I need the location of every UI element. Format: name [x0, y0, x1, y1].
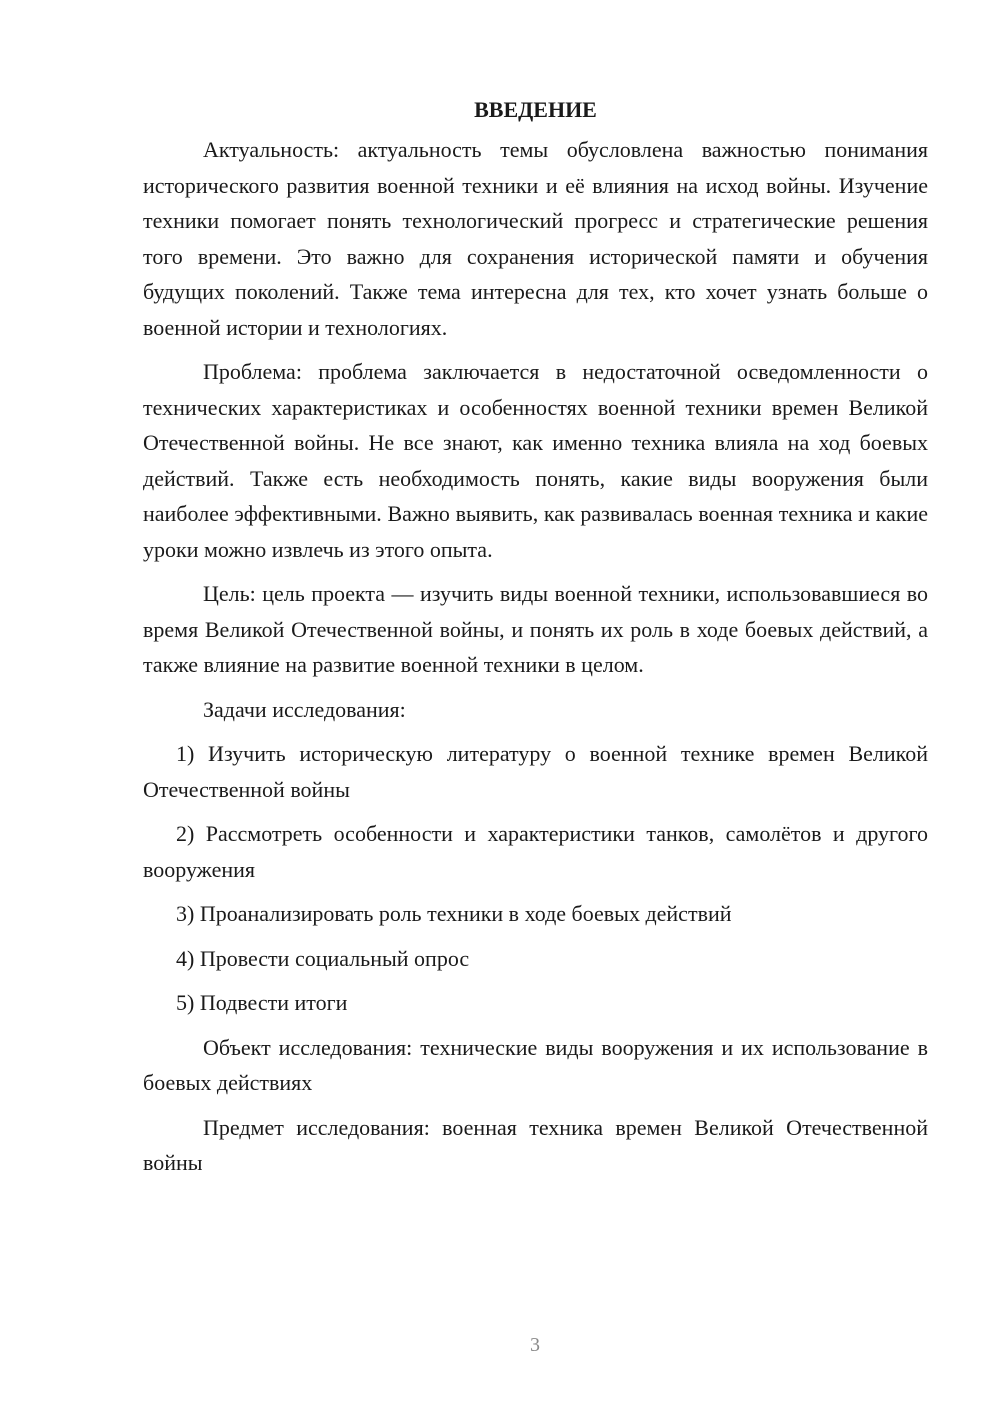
task-item: 5) Подвести итоги: [176, 990, 348, 1015]
task-item: 1) Изучить историческую литературу о военной технике времен Великой Отечественной войны: [143, 741, 928, 802]
paragraph-subject: Предмет исследования: военная техника времен Великой Отечественной войны: [143, 1114, 928, 1175]
task-item: 2) Рассмотреть особенности и характеристики танков, самолётов и другого вооружения: [143, 821, 928, 882]
tasks-heading: Задачи исследования:: [203, 696, 406, 722]
paragraph-goal: Цель: цель проекта — изучить виды военной техники, использовавшиеся во время Великой Отечественной войны, и понять их роль в ходе боевых действий, а также влияние на развитие военной техники в целом.: [143, 581, 928, 677]
task-item: 3) Проанализировать роль техники в ходе боевых действий: [176, 901, 732, 926]
page-number: 3: [530, 1334, 540, 1356]
paragraph-problem: Проблема: проблема заключается в недостаточной осведомленности о технических характеристиках и особенностях военной техники времен Великой Отечественной войны. Не все знают, как именно техника влияла на ход боевых действий. Также есть необходимость понять, какие виды вооружения были наиболее эффективными. Важно выявить, как развивалась военная техника и какие уроки можно извлечь из этого опыта.: [143, 359, 928, 562]
document-page: [143, 92, 928, 1190]
page-title: ВВЕДЕНИЕ: [474, 97, 597, 122]
task-item: 4) Провести социальный опрос: [176, 945, 470, 971]
paragraph-object: Объект исследования: технические виды вооружения и их использование в боевых действиях: [143, 1034, 928, 1095]
paragraph-relevance: Актуальность: актуальность темы обусловлена важностью понимания исторического развития военной техники и её влияния на исход войны. Изучение техники помогает понять технологический прогресс и стратегические решения того времени. Это важно для сохранения исторической памяти и обучения будущих поколений. Также тема интересна для тех, кто хочет узнать больше о военной истории и технологиях.: [143, 137, 928, 340]
